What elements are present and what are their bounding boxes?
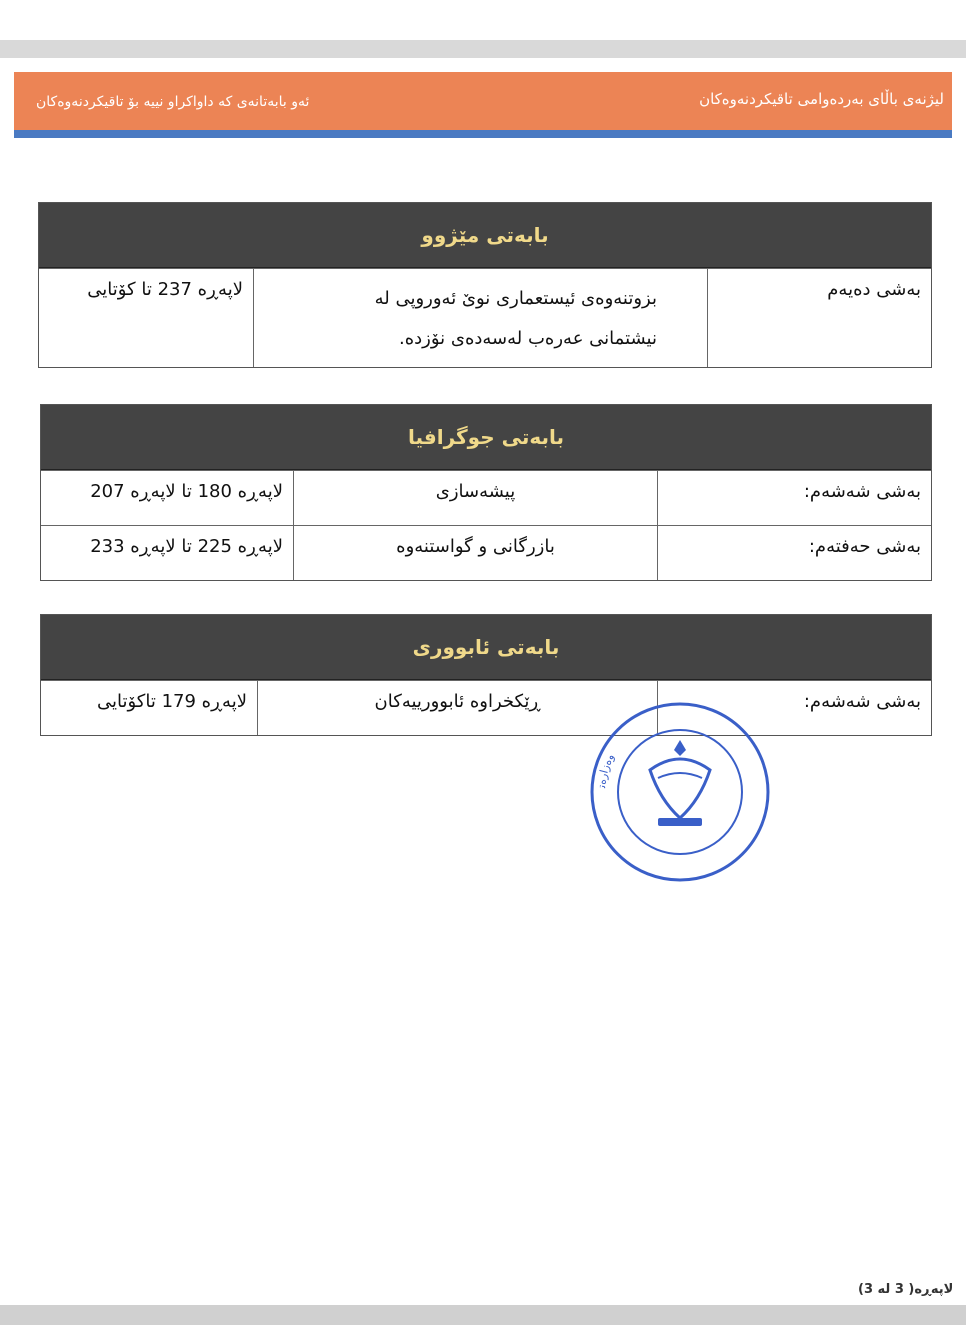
table-row <box>39 268 931 367</box>
page-number: لاپەڕە( 3 لە 3) <box>858 1282 954 1297</box>
table-row <box>41 680 931 735</box>
ministry-stamp <box>588 700 772 884</box>
pages-cell: لاپەڕە 225 تا لاپەڕە 233 <box>90 536 283 557</box>
header-title-left: ئەو بابەتانەی کە داواکراو نییە بۆ تاقیکردنەوەکان <box>36 94 310 110</box>
table-row <box>41 525 931 580</box>
geography-section <box>40 404 932 581</box>
geography-title: بابەتی جوگرافیا <box>41 405 931 470</box>
part-cell: بەشی شەشەم: <box>657 471 931 525</box>
stamp-seal-icon <box>588 700 772 884</box>
header-title-right: لیژنەی باڵای بەردەوامی تاقیکردنەوەکان <box>699 90 944 108</box>
pages-cell: لاپەڕە 237 تا کۆتایی <box>87 279 243 300</box>
history-title: بابەتی مێژوو <box>39 203 931 268</box>
scan-top-edge <box>0 0 966 58</box>
scan-bottom-edge <box>0 1305 966 1336</box>
table-row <box>41 470 931 525</box>
economics-title: بابەتی ئابووری <box>41 615 931 680</box>
page-header-banner <box>14 72 952 138</box>
topic-cell: پیشەسازی <box>293 471 657 525</box>
history-section <box>38 202 932 368</box>
part-cell: بەشی شەشەم: <box>657 681 931 735</box>
part-cell: بەشی دەیەم <box>707 269 931 367</box>
part-cell: بەشی حەفتەم: <box>657 526 931 580</box>
pages-cell: لاپەڕە 179 تاکۆتایی <box>96 691 247 712</box>
pages-cell: لاپەڕە 180 تا لاپەڕە 207 <box>90 481 283 502</box>
topic-cell: بازرگانی و گواستنەوە <box>293 526 657 580</box>
economics-section <box>40 614 932 736</box>
stamp-ring-text: وەزارەت <box>595 751 617 789</box>
topic-cell: ڕێکخراوە ئابوورییەکان <box>257 681 657 735</box>
topic-cell: بزوتنەوەی ئیستعماری نوێ ئەوروپی لە نیشتمانی عەرەب لەسەدەی نۆزدە. <box>253 269 707 367</box>
